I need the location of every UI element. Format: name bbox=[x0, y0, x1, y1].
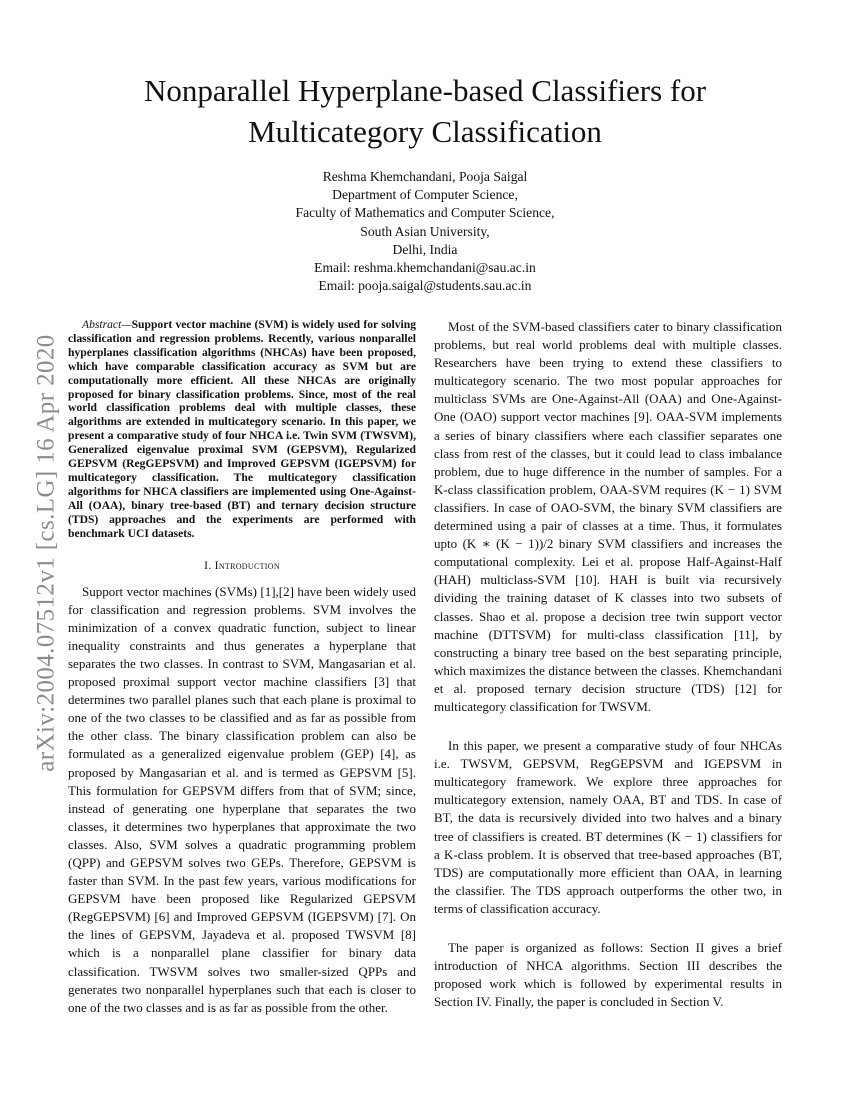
affiliation-line: Department of Computer Science, bbox=[332, 187, 518, 203]
affiliation-line: Delhi, India bbox=[392, 241, 458, 257]
right-column bbox=[434, 318, 782, 1011]
section-title: Introduction bbox=[214, 558, 280, 572]
affiliation-line: Faculty of Mathematics and Computer Science, bbox=[295, 205, 555, 221]
arxiv-stamp bbox=[22, 268, 72, 838]
intro-paragraph-3: In this paper, we present a comparative study of four NHCAs i.e. TWSVM, GEPSVM, RegGEPSVM and IGEPSVM in multicategory framework. We explore three approaches for multicategory extension, namely OAA, BT and TDS. In case of BT, the data is recursively divided into two halves and a binary tree of classifiers is created. BT determines (K − 1) classifiers for a K-class problem. It is observed that tree-based approaches (BT, TDS) are computationally more efficient than OAA, in learning the classifier. The TDS approach outperforms the other two, in terms of classification accuracy. bbox=[434, 738, 782, 916]
abstract-label: Abstract bbox=[82, 318, 122, 331]
title-line-1: Nonparallel Hyperplane-based Classifiers for bbox=[143, 73, 707, 108]
intro-paragraph-1: Support vector machines (SVMs) [1],[2] have been widely used for classification and regression problems. SVM involves the minimization of a convex quadratic function, subject to linear inequality constraints and thus generates a hyperplane that separates the two classes. In contrast to SVM, Mangasarian et al. proposed proximal support vector machine classifiers [3] that determines two parallel planes such that each plane is proximal to one of the two classes to be classified and as far as possible from the other class. The binary classification problem can also be formulated as a generalized eigenvalue problem (GEP) [4], as proposed by Mangasarian et al. and is termed as GEPSVM [5]. This formulation for GEPSVM differs from that of SVM; since, instead of generating one hyperplane that separates the two classes, it determines two hyperplanes that approximate the two classes. Also, SVM solves a quadratic programming problem (QPP) and GEPSVM solves two GEPs. Therefore, GEPSVM is faster than SVM. In the past few years, various modifications for GEPSVM have been proposed like Regularized GEPSVM (RegGEPSVM) [6] and Improved GEPSVM (IGEPSVM) [7]. On the lines of GEPSVM, Jayadeva et al. proposed TWSVM [8] which is a nonparallel plane classifier for binary data classification. TWSVM solves two smaller-sized QPPs and generates two nonparallel hyperplanes such that each is closer to one of the two classes and is as far as possible from the other. bbox=[68, 583, 416, 1015]
abstract-text: Support vector machine (SVM) is widely used for solving classification and regression problems. Recently, various nonparallel hyperplanes classification algorithms (NHCAs) have been proposed, which have comparable classification accuracy as SVM but are computationally more efficient. All these NHCAs are originally proposed for binary classification problems. Since, most of the real world classification problems deal with multiple classes, these algorithms are extended in multicategory scenario. In this paper, we present a comparative study of four NHCA i.e. Twin SVM (TWSVM), Generalized eigenvalue proximal SVM (GEPSVM), Regularized GEPSVM (RegGEPSVM) and Improved GEPSVM (IGEPSVM) for multicategory classification. The multicategory classification algorithms for NHCA classifiers are implemented using One-Against-All (OAA), binary tree-based (BT) and ternary decision structure (TDS) approaches and the experiments are performed with benchmark UCI datasets. bbox=[68, 318, 416, 540]
author-names: Reshma Khemchandani, Pooja Saigal bbox=[322, 169, 528, 184]
section-heading-introduction bbox=[68, 557, 416, 575]
section-numeral: I. bbox=[204, 558, 212, 572]
title-line-2: Multicategory Classification bbox=[248, 114, 602, 149]
left-column bbox=[68, 318, 416, 1017]
arxiv-stamp-text: arXiv:2004.07512v1 [cs.LG] 16 Apr 2020 bbox=[33, 334, 60, 772]
author-email: Email: pooja.saigal@students.sau.ac.in bbox=[318, 278, 532, 294]
abstract: Abstract—Support vector machine (SVM) is widely used for solving classification and regression problems. Recently, various nonparallel hyperplanes classification algorithms (NHCAs) have been proposed, which have comparable classification accuracy as SVM but are computationally more efficient. All these NHCAs are originally proposed for binary classification problems. Since, most of the real world classification problems deal with multiple classes, these algorithms are extended in multicategory scenario. In this paper, we present a comparative study of four NHCA i.e. Twin SVM (TWSVM), Generalized eigenvalue proximal SVM (GEPSVM), Regularized GEPSVM (RegGEPSVM) and Improved GEPSVM (IGEPSVM) for multicategory classification. The multicategory classification algorithms for NHCA classifiers are implemented using One-Against-All (OAA), binary tree-based (BT) and ternary decision structure (TDS) approaches and the experiments are performed with benchmark UCI datasets. bbox=[68, 318, 416, 540]
intro-paragraph-4: The paper is organized as follows: Section II gives a brief introduction of NHCA algorithms. Section III describes the proposed work which is followed by experimental results in Section IV. Finally, the paper is concluded in Section V. bbox=[434, 940, 782, 1010]
author-email: Email: reshma.khemchandani@sau.ac.in bbox=[314, 260, 536, 276]
paper-title bbox=[80, 70, 770, 152]
author-block bbox=[150, 168, 700, 295]
affiliation-line: South Asian University, bbox=[360, 223, 490, 239]
intro-paragraph-2: Most of the SVM-based classifiers cater to binary classification problems, but real world problems deal with multiple classes. Researchers have been trying to extend these classifiers to multicategory scenario. The two most popular approaches for multiclass SVMs are One-Against-All (OAA) and One-Against-One (OAO) support vector machines [9]. OAA-SVM implements a series of binary classifiers where each classifier separates one class from rest of the classes, but it could lead to class imbalance problem, due to huge difference in the number of samples. For a K-class classification problem, OAA-SVM requires (K − 1) SVM classifiers. In case of OAO-SVM, the binary SVM classifiers are determined using a pair of classes at a time. Thus, it formulates upto (K ∗ (K − 1))/2 binary SVM classifiers and increases the computational complexity. Lei et al. propose Half-Against-Half (HAH) multiclass-SVM [10]. HAH is built via recursively dividing the training dataset of K classes into two subsets of classes. Shao et al. propose a decision tree twin support vector machine (DTTSVM) for multi-class classification [11], by constructing a binary tree based on the best separating principle, which maximizes the distance between the classes. Khemchandani et al. proposed ternary decision structure (TDS) [12] for multicategory classification for TWSVM. bbox=[434, 319, 782, 714]
